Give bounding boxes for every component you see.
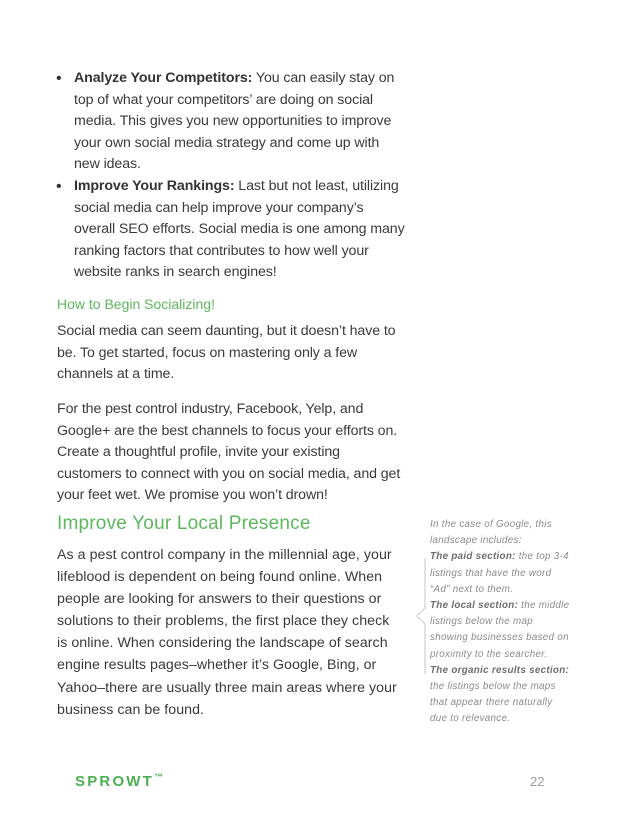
sidebar-item-label: The paid section:	[430, 551, 516, 563]
bullet-label: Improve Your Rankings:	[74, 177, 235, 194]
page-number: 22	[530, 774, 545, 789]
sprowt-logo	[75, 772, 163, 790]
bullet-item	[55, 176, 405, 284]
socializing-paragraph-2: For the pest control industry, Facebook, Yelp, and Google+ are the best channels to focus your efforts on. Create a thoughtful profile, invite your existing customers to connect with you on social media, and get your feet wet. We promise you won’t drown!	[57, 401, 401, 504]
socializing-paragraph-1: Social media can seem daunting, but it doesn’t have to be. To get started, focus on mastering only a few channels at a time.	[57, 323, 396, 383]
sidebar-item-text: the middle listings below the map showing businesses based on proximity to the searcher.	[430, 600, 570, 660]
sidebar-callout	[430, 517, 570, 728]
bullet-item	[55, 68, 405, 176]
bullet-text: You can easily stay on top of what your competitors’ are doing on social media. This gives you new opportunities to improve your own social media strategy and come up with new ideas.	[74, 70, 395, 173]
logo-text: SPROWT	[75, 773, 155, 790]
trademark-symbol: ™	[154, 772, 164, 782]
bullet-label: Analyze Your Competitors:	[74, 70, 253, 86]
sidebar-item	[430, 663, 570, 728]
bullet-text: Last but not least, utilizing social media can help improve your company’s overall SEO efforts. Social media is one among many ranking factors that contributes to how well your website ranks in search engines!	[74, 177, 405, 281]
sidebar-item-label: The local section:	[430, 600, 519, 612]
socializing-heading: How to Begin Socializing!	[57, 296, 215, 312]
sidebar-item-text: the listings below the maps that appear there naturally due to relevance.	[430, 681, 556, 725]
bullet-list	[55, 68, 405, 284]
local-presence-title: Improve Your Local Presence	[57, 513, 311, 534]
sidebar-item	[430, 549, 570, 598]
sidebar-bracket-icon	[412, 556, 426, 676]
sidebar-intro: In the case of Google, this landscape includes:	[430, 519, 552, 547]
sidebar-item	[430, 598, 570, 663]
sidebar-item-text: the top 3-4 listings that have the word “Ad” next to them.	[430, 551, 569, 595]
local-presence-body: As a pest control company in the millennial age, your lifeblood is dependent on being found online. When people are looking for answers to their questions or solutions to their problems, the first place they check is online. When considering the landscape of search engine results pages–whether it’s Google, Bing, or Yahoo–there are usually three main areas where your business can be found.	[57, 547, 397, 718]
sidebar-item-label: The organic results section:	[430, 664, 570, 676]
